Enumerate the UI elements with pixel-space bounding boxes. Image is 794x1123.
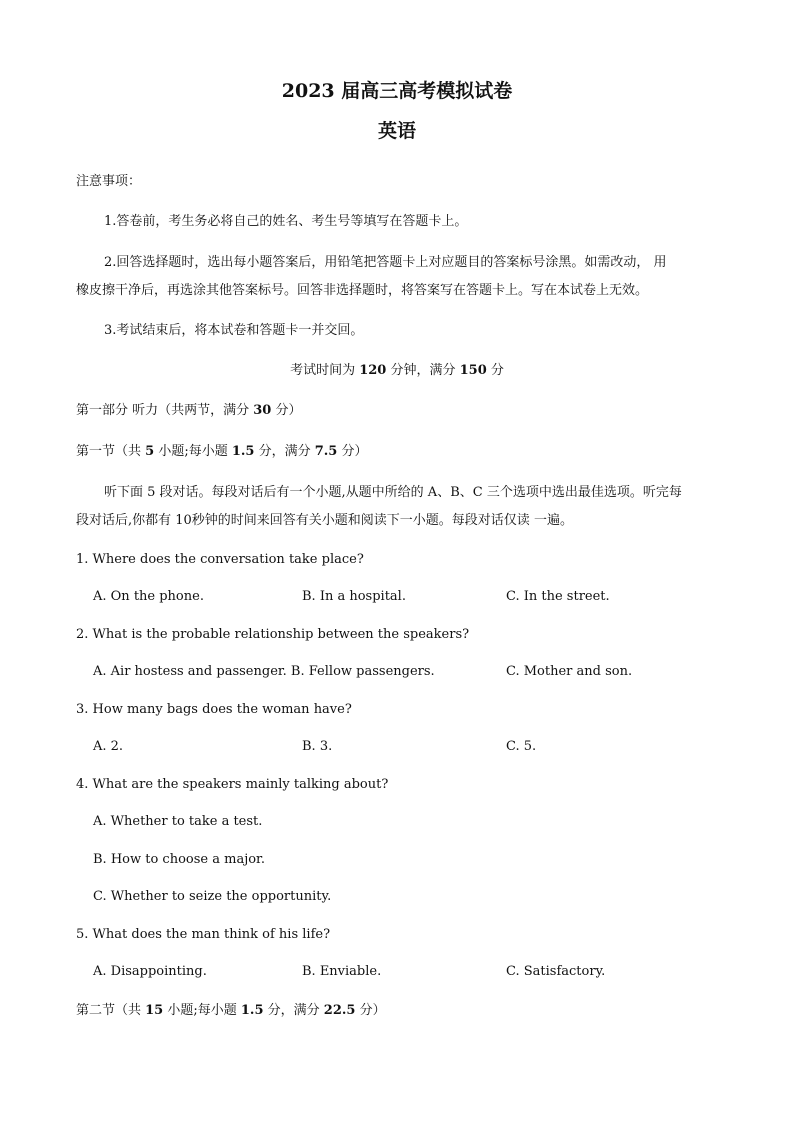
question-1-option-b: B. In a hospital. [302, 589, 406, 604]
section-1-heading: 第一节（共 5 小题;每小题 1.5 分，满分 7.5 分） [76, 444, 368, 459]
section-2-total: 22.5 [323, 1003, 356, 1018]
exam-minutes: 120 [359, 363, 387, 378]
instructions-line-1: 听下面 5 段对话。每段对话后有一个小题,从题中所给的 A、B、C 三个选项中选出最佳选项。听完每 [104, 485, 682, 500]
notice-item-2-line-1: 2.回答选择题时，选出每小题答案后，用铅笔把答题卡上对应题目的答案标号涂黑。如需改动， 用 [104, 255, 667, 270]
question-3-option-c: C. 5. [506, 739, 537, 754]
question-5-option-b: B. Enviable. [302, 964, 382, 979]
notice-item-3: 3.考试结束后，将本试卷和答题卡一并交回。 [104, 323, 364, 338]
question-2-stem: 2. What is the probable relationship between the speakers? [76, 627, 470, 642]
question-5-option-c: C. Satisfactory. [506, 964, 606, 979]
question-2-option-c: C. Mother and son. [506, 664, 633, 679]
question-3-stem: 3. How many bags does the woman have? [76, 702, 352, 717]
question-1-option-c: C. In the street. [506, 589, 610, 604]
question-1-stem: 1. Where does the conversation take place? [76, 552, 364, 567]
question-3-option-b: B. 3. [302, 739, 333, 754]
section-2-heading: 第二节（共 15 小题;每小题 1.5 分，满分 22.5 分） [76, 1003, 386, 1018]
question-3-option-a: A. 2. [93, 739, 124, 754]
question-4-option-c: C. Whether to seize the opportunity. [93, 889, 332, 904]
notice-heading: 注意事项： [76, 174, 142, 189]
question-4-option-a: A. Whether to take a test. [93, 814, 263, 829]
part-1-score: 30 [253, 403, 272, 418]
question-1-option-a: A. On the phone. [93, 589, 204, 604]
question-5-option-a: A. Disappointing. [93, 964, 207, 979]
exam-full-score: 150 [459, 363, 487, 378]
question-5-stem: 5. What does the man think of his life? [76, 927, 331, 942]
question-2-option-a-b: A. Air hostess and passenger. B. Fellow passengers. [93, 664, 435, 679]
section-2-count: 15 [145, 1003, 164, 1018]
notice-item-1: 1.答卷前，考生务必将自己的姓名、考生号等填写在答题卡上。 [104, 214, 468, 229]
section-1-count: 5 [145, 444, 155, 459]
exam-time-info: 考试时间为 120 分钟，满分 150 分 [290, 363, 504, 378]
part-1-heading: 第一部分 听力（共两节，满分 30 分） [76, 403, 302, 418]
notice-item-2-line-2: 橡皮擦干净后，再选涂其他答案标号。回答非选择题时，将答案写在答题卡上。写在本试卷上无效。 [76, 283, 649, 298]
section-2-each: 1.5 [240, 1003, 264, 1018]
instructions-line-2: 段对话后,你都有 10秒钟的时间来回答有关小题和阅读下一小题。每段对话仅读 一遍。 [76, 513, 573, 528]
section-1-each: 1.5 [231, 444, 255, 459]
exam-title: 2023 届高三高考模拟试卷 [281, 80, 513, 102]
question-4-option-b: B. How to choose a major. [93, 852, 265, 867]
section-1-total: 7.5 [314, 444, 338, 459]
question-4-stem: 4. What are the speakers mainly talking about? [76, 777, 389, 792]
subject-title: 英语 [377, 120, 416, 142]
